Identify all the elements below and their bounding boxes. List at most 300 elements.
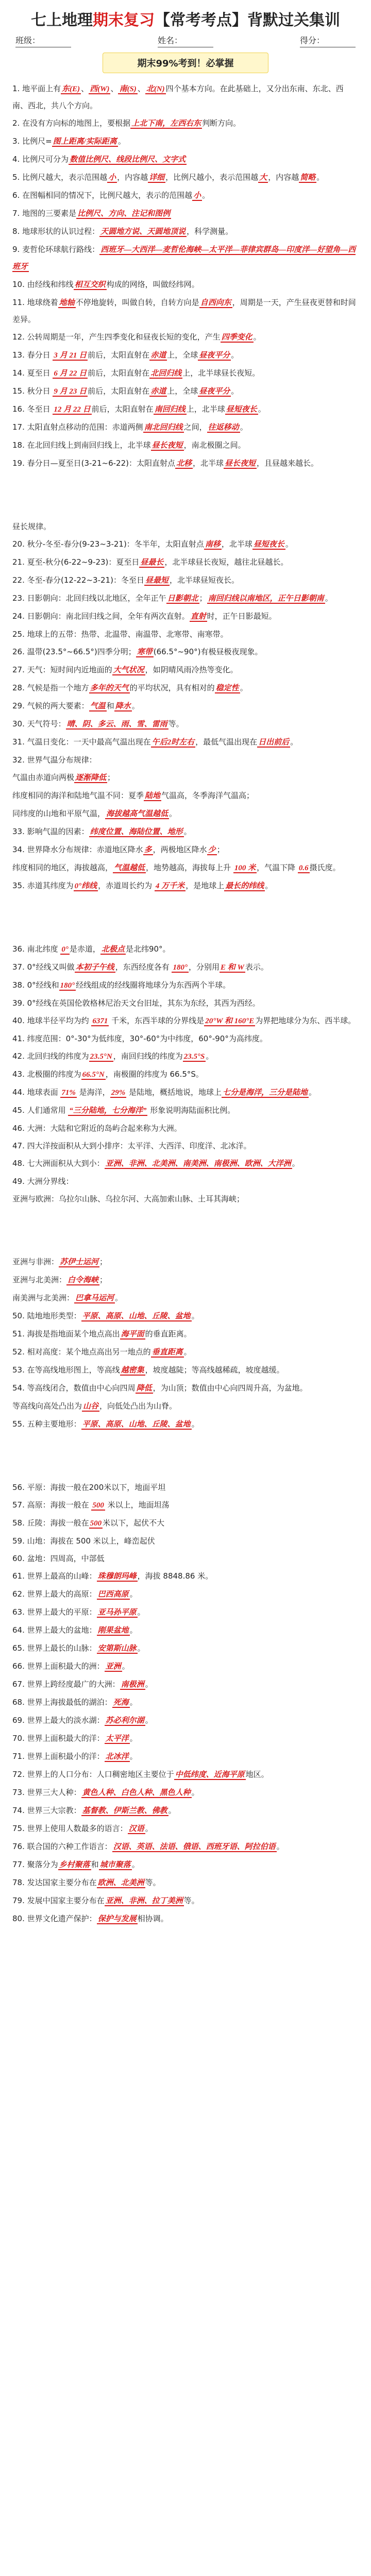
question-text: 0°经线在英国伦敦格林尼治天文台旧址，其东为东经，其西为西经。 <box>27 998 260 1008</box>
question-text: 纬度相同的海洋和陆地气温不同：夏季 <box>12 791 144 800</box>
question-text: 。 <box>145 1716 153 1725</box>
answer-text: 纬度位置、海陆位置、地形 <box>90 828 183 836</box>
question-text: 等高线向高处凸出为 <box>12 1401 82 1411</box>
answer-text: 本初子午线 <box>75 963 114 972</box>
question-item <box>12 1173 359 1190</box>
question-text: 气温由赤道向两极 <box>12 773 75 782</box>
question-text: 千米，东西半球的分界线是 <box>109 1016 205 1025</box>
question-text: 。 <box>191 1311 199 1320</box>
question-number: 46. <box>12 1124 27 1133</box>
question-text: 摄氏度。 <box>309 863 341 872</box>
question-text: 赤道其纬度为 <box>27 881 74 890</box>
answer-text: 昼夜平分 <box>199 387 230 396</box>
student-info <box>15 34 356 47</box>
question-text: 联合国的六种工作语言： <box>27 1842 112 1851</box>
question-number: 16. <box>12 404 27 414</box>
question-text: 气温高，冬季海洋气温高； <box>161 791 255 800</box>
question-item <box>12 1380 359 1397</box>
answer-text: 小 <box>108 174 116 182</box>
question-text: 同纬度的山地和平原气温， <box>12 809 106 818</box>
question-number: 62. <box>12 1589 27 1599</box>
question-text: 天气：短时间内近地面的 <box>27 665 112 674</box>
answer-text: 地轴 <box>59 299 75 307</box>
question-text: 的垂直距离。 <box>145 1329 192 1338</box>
answer-text: 白令海峡 <box>68 1276 99 1284</box>
question-text: 世界上面积最大的洲： <box>27 1662 105 1671</box>
question-number: 69. <box>12 1716 27 1725</box>
question-text: ，周期是一天，产生昼夜更替和时间差异。 <box>12 298 356 324</box>
question-text: 地区。 <box>245 1770 269 1779</box>
question-item <box>12 1102 359 1119</box>
question-text: 上，全球 <box>167 386 198 396</box>
question-text: 世界气温分布规律： <box>27 755 97 765</box>
question-item <box>12 1622 359 1639</box>
question-text: ，分别用 <box>188 962 220 972</box>
question-item <box>12 1766 359 1783</box>
answer-text: 23.5°N <box>90 1053 112 1061</box>
question-text: 。 <box>122 1662 130 1671</box>
answer-text: 基督教、伊斯兰教、佛教 <box>82 1807 167 1815</box>
question-number: 52. <box>12 1347 27 1357</box>
question-text: ，北半球昼短夜长。 <box>169 575 239 585</box>
answer-text: 平原、高原、山地、丘陵、盆地 <box>82 1312 191 1320</box>
question-number: 72. <box>12 1770 27 1779</box>
question-text: 。 <box>137 1643 145 1653</box>
question-text: 陆地地形类型： <box>27 1311 81 1320</box>
question-number: 43. <box>12 1070 27 1079</box>
question-number: 47. <box>12 1141 27 1150</box>
question-text: 。 <box>183 1347 192 1357</box>
question-number: 22. <box>12 575 27 585</box>
question-text: 五种主要地形： <box>27 1419 81 1429</box>
question-text: 北极圈的纬度为 <box>27 1070 81 1079</box>
name-label: 姓名： <box>158 34 213 47</box>
question-text: 等。 <box>145 1878 161 1887</box>
question-text: 气候的两大要素： <box>27 701 89 710</box>
answer-text: 直射 <box>190 613 206 621</box>
question-text: 上，全球 <box>167 350 198 360</box>
question-item <box>12 1748 359 1765</box>
question-number: 75. <box>12 1824 27 1833</box>
question-number: 51. <box>12 1329 27 1338</box>
question-number: 36. <box>12 944 27 954</box>
question-text: 地平面上有 <box>22 84 61 93</box>
question-text: 聚落分为 <box>27 1860 58 1869</box>
question-text: 。 <box>240 422 248 432</box>
question-text: 。 <box>231 350 239 360</box>
question-text: ，内容越 <box>268 173 299 182</box>
question-item <box>12 329 359 346</box>
answer-text: 北移 <box>176 460 192 468</box>
question-text: 。 <box>206 1052 214 1061</box>
question-text: 。 <box>316 173 325 182</box>
question-item <box>12 205 359 222</box>
question-text: (66.5°~90°)有极昼极夜现象。 <box>153 647 263 656</box>
answer-text: 四季变化 <box>221 333 252 342</box>
question-text: 南美洲与北美洲： <box>12 1293 75 1302</box>
question-text: 。 <box>129 1752 138 1761</box>
question-item <box>12 1191 359 1207</box>
question-item <box>12 383 359 400</box>
answer-text: 多 <box>144 846 152 854</box>
question-item <box>12 1802 359 1819</box>
question-text: ，北半球昼长夜短，越往北昼越长。 <box>164 557 289 567</box>
question-item <box>12 347 359 364</box>
answer-text: 海平面 <box>121 1330 144 1338</box>
question-text: 比例尺可分为 <box>22 155 69 164</box>
question-number: 10. <box>12 280 27 289</box>
answer-text: 昼长夜短 <box>225 460 256 468</box>
question-text: 温带(23.5°~66.5°)四季分明； <box>27 647 136 656</box>
question-item <box>12 1550 359 1567</box>
question-text: 。 <box>325 594 333 603</box>
question-item <box>12 995 359 1011</box>
question-text: 冬至-春分(12-22~3-21)：冬至日 <box>27 575 144 585</box>
question-number: 2. <box>12 118 23 128</box>
answer-text: 稳定性 <box>215 684 239 692</box>
question-text: 冬至日 <box>27 404 53 414</box>
question-text: ，南回归线的纬度为 <box>113 1052 183 1061</box>
question-item <box>12 1155 359 1172</box>
section-gap <box>12 473 359 518</box>
question-number: 32. <box>12 755 27 765</box>
question-text: 亚洲与非洲： <box>12 1257 59 1266</box>
question-item <box>12 276 359 293</box>
question-text: 世界上跨经度最广的大洲： <box>27 1680 120 1689</box>
answer-text: 安第斯山脉 <box>97 1645 137 1653</box>
question-text: 等高线闭合，数值由中心向四周 <box>27 1383 136 1393</box>
answer-text: 昼最短 <box>145 577 168 585</box>
question-number: 23. <box>12 594 27 603</box>
question-text: 。 <box>253 332 261 342</box>
question-item <box>12 151 359 168</box>
question-text: 相对高度：某个地点高出另一地点的 <box>27 1347 151 1357</box>
question-text: 地图的三要素是 <box>22 209 77 218</box>
question-item <box>12 805 359 822</box>
question-text: 丘陵：海拔一般在 <box>27 1518 89 1528</box>
answer-text: 大气状况 <box>113 666 144 674</box>
answer-text: 0° <box>61 945 69 954</box>
question-text: 时，正午日影最短。 <box>207 612 277 621</box>
question-item <box>12 365 359 382</box>
section-gap <box>12 1208 359 1253</box>
question-item <box>12 169 359 186</box>
answer-text: 简略 <box>300 174 316 182</box>
answer-text: 详细 <box>149 174 165 182</box>
question-text: 人们通常用 <box>27 1106 69 1115</box>
question-text: ，北半球 <box>221 539 252 549</box>
question-text: 是北纬90°。 <box>125 944 171 954</box>
answer-text: E 和 W <box>220 963 244 972</box>
question-item <box>12 1730 359 1747</box>
question-text: 地球形状的认识过程： <box>22 227 100 236</box>
question-item <box>12 941 359 958</box>
answer-text: 黄色人种、白色人种、黑色人种 <box>82 1789 191 1797</box>
question-text: 0°经线和 <box>27 980 59 990</box>
answer-text: 6 月 22 日 <box>54 369 87 378</box>
question-number: 25. <box>12 630 27 639</box>
answer-text: 刚果盆地 <box>97 1626 129 1635</box>
question-text: 是海洋， <box>76 1088 110 1097</box>
question-item <box>12 1604 359 1621</box>
question-number: 73. <box>12 1788 27 1797</box>
answer-text: 乡村聚落 <box>59 1861 90 1869</box>
question-text: 大洲：大陆和它附近的岛屿合起来称为大洲。 <box>27 1124 182 1133</box>
question-number: 57. <box>12 1500 27 1510</box>
answer-text: 日影朝北 <box>167 595 198 603</box>
question-number: 13. <box>12 350 27 360</box>
question-item <box>12 590 359 607</box>
question-number: 5. <box>12 173 23 182</box>
question-text: 四个基本方向。在此基础上，又分出东南、东北、西南、西北，共八个方向。 <box>12 84 344 110</box>
answer-text: 小 <box>193 192 201 200</box>
question-item <box>12 133 359 150</box>
question-text: 亚洲与北美洲： <box>12 1275 67 1284</box>
question-item <box>12 1138 359 1154</box>
question-text: 米以上，地面坦荡 <box>105 1500 170 1510</box>
answer-text: 亚洲、非洲、北美洲、南美洲、南极洲、欧洲、大洋洲 <box>105 1160 291 1168</box>
question-item <box>12 769 359 786</box>
question-number: 54. <box>12 1383 27 1393</box>
question-text: 夏至日 <box>27 368 53 378</box>
question-number: 21. <box>12 557 27 567</box>
question-text: 。 <box>276 1842 284 1851</box>
question-number: 8. <box>12 227 23 236</box>
question-item <box>12 1398 359 1415</box>
question-item <box>12 1272 359 1289</box>
question-number: 79. <box>12 1896 27 1905</box>
answer-text: 苏伊士运河 <box>60 1258 99 1266</box>
answer-text: 越密集 <box>121 1366 144 1375</box>
answer-text: 昼长夜短 <box>151 442 183 450</box>
title-prefix: 七上地理 <box>31 11 93 29</box>
answer-text: 相互交织 <box>74 281 106 289</box>
question-number: 15. <box>12 386 27 396</box>
question-item <box>12 294 359 328</box>
question-number: 20. <box>12 539 27 549</box>
question-text: 相协调。 <box>137 1914 168 1923</box>
question-item <box>12 1120 359 1137</box>
answer-text: 气温 <box>90 702 106 710</box>
question-text: 。 <box>240 683 248 692</box>
question-text: 。 <box>191 1419 199 1429</box>
question-text: 不停地旋转，叫做自转，自转方向是 <box>75 298 199 307</box>
answer-text: 少 <box>208 846 216 854</box>
question-number: 27. <box>12 665 27 674</box>
question-item <box>12 1030 359 1047</box>
class-label: 班级： <box>15 34 71 47</box>
answer-text: 陆地 <box>145 792 161 800</box>
answer-text: 苏必利尔湖 <box>105 1717 144 1725</box>
question-number: 74. <box>12 1806 27 1815</box>
question-item <box>12 1253 359 1270</box>
question-text: 。 <box>202 191 210 200</box>
answer-text: 3 月 21 日 <box>54 351 87 360</box>
question-text: ，向低处凸出为山脊。 <box>99 1401 177 1411</box>
question-text: 发展中国家主要分布在 <box>27 1896 105 1905</box>
question-text: 地球半径平均为约 <box>27 1016 92 1025</box>
question-item <box>12 1694 359 1711</box>
question-text: 秋分日 <box>27 386 53 396</box>
question-item <box>12 1515 359 1532</box>
question-text: ，两极地区降水 <box>153 845 207 854</box>
question-text: 前后，太阳直射在 <box>91 404 154 414</box>
answer-text: 0°纬线 <box>74 882 97 890</box>
answer-text: 100 米 <box>234 864 256 872</box>
question-text: ； <box>107 773 115 782</box>
question-item <box>12 1497 359 1514</box>
question-item <box>12 241 359 275</box>
question-item <box>12 1290 359 1307</box>
score-label: 得分： <box>300 34 356 47</box>
question-item <box>12 1308 359 1325</box>
question-item <box>12 1820 359 1837</box>
question-text: ，且昼越来越长。 <box>257 459 319 468</box>
question-number: 28. <box>12 683 27 692</box>
question-number: 35. <box>12 881 27 890</box>
question-text: 昼长规律。 <box>12 522 52 531</box>
question-text: 、 <box>137 84 145 93</box>
title-highlight: 期末复习 <box>93 11 155 29</box>
question-number: 34. <box>12 845 27 854</box>
question-text: 世界三大宗教： <box>27 1806 81 1815</box>
question-number: 61. <box>12 1571 27 1581</box>
question-text: 地球上的五带：热带、北温带、南温带、北寒带、南寒带。 <box>27 630 228 639</box>
question-item <box>12 752 359 768</box>
question-text: 世界上最大的盆地： <box>27 1625 97 1635</box>
question-number: 53. <box>12 1365 27 1375</box>
question-number: 39. <box>12 998 27 1008</box>
answer-text: 29% <box>111 1089 126 1097</box>
question-number: 48. <box>12 1159 27 1168</box>
question-text: 盆地：四周高，中部低 <box>27 1554 105 1563</box>
answer-text: 12 月 22 日 <box>54 405 91 414</box>
question-text: 世界上海拔最低的湖泊： <box>27 1698 112 1707</box>
question-item <box>12 1568 359 1585</box>
question-item <box>12 1658 359 1675</box>
question-text: ； <box>199 594 207 603</box>
question-text: 七大洲面积从大到小： <box>27 1159 105 1168</box>
answer-text: 七分是海洋，三分是陆地 <box>222 1089 308 1097</box>
question-text: 上，北半球昼长夜短。 <box>182 368 260 378</box>
question-text: 春分日—夏至日(3-21~6-22)：太阳直射点 <box>27 459 175 468</box>
answer-text: 500 <box>90 1519 102 1528</box>
question-text: 。 <box>169 809 177 818</box>
question-item <box>12 80 359 114</box>
question-number: 56. <box>12 1483 27 1492</box>
answer-text: 珠穆朗玛峰 <box>97 1572 137 1581</box>
question-number: 12. <box>12 332 27 342</box>
answer-text: 巴拿马运河 <box>75 1294 114 1302</box>
question-text: ，为山顶；数值由中心向四周升高，为盆地。 <box>153 1383 308 1393</box>
question-number: 31. <box>12 737 27 747</box>
question-number: 9. <box>12 245 23 254</box>
question-item <box>12 1416 359 1433</box>
question-item <box>12 1084 359 1101</box>
answer-text: 昼短夜长 <box>253 540 284 549</box>
question-text: 上，北半球 <box>186 404 225 414</box>
question-item <box>12 643 359 660</box>
question-number: 1. <box>12 84 23 93</box>
question-number: 59. <box>12 1536 27 1546</box>
answer-text: 0.6 <box>298 864 309 872</box>
question-text: 公转周期是一年，产生四季变化和昼夜长短的变化，产生 <box>27 332 221 342</box>
answer-text: 66.5°N <box>82 1071 105 1079</box>
answer-text: 180° <box>60 981 75 990</box>
question-number: 45. <box>12 1106 27 1115</box>
question-number: 17. <box>12 422 27 432</box>
question-text: 表示。 <box>245 962 268 972</box>
question-text: 是陆地，概括地说，地球上 <box>126 1088 222 1097</box>
answer-text: 晴、阴、多云、雨、雪、雷雨 <box>66 720 167 728</box>
answer-text: 数值比例尺、线段比例尺、文字式 <box>70 156 186 164</box>
question-text: 由经线和纬线 <box>27 280 74 289</box>
section-gap <box>12 1434 359 1479</box>
question-number: 63. <box>12 1607 27 1617</box>
answer-text: 往返移动 <box>208 423 239 432</box>
answer-text: 昼最长 <box>140 558 164 567</box>
answer-text: 北(N) <box>146 85 165 93</box>
question-text: ，如阴晴风雨冷热等变化。 <box>145 665 238 674</box>
answer-text: 欧洲、北美洲 <box>97 1879 144 1887</box>
question-text: 前后，太阳直射在 <box>88 350 150 360</box>
question-item <box>12 1910 359 1927</box>
answer-text: 多年的天气 <box>90 684 129 692</box>
question-text: 。 <box>168 1806 176 1815</box>
question-text: 天气符号： <box>27 719 66 728</box>
question-number: 78. <box>12 1878 27 1887</box>
answer-text: 北冰洋 <box>105 1753 129 1761</box>
question-number: 50. <box>12 1311 27 1320</box>
question-number: 42. <box>12 1052 27 1061</box>
question-text: 。 <box>131 1860 140 1869</box>
question-text: 。 <box>231 386 239 396</box>
question-number: 70. <box>12 1734 27 1743</box>
question-number: 80. <box>12 1914 27 1923</box>
question-item <box>12 419 359 436</box>
question-item <box>12 1892 359 1909</box>
question-number: 58. <box>12 1518 27 1528</box>
answer-text: 西班牙—大西洋—麦哲伦海峡—太平洋—菲律宾群岛—印度洋—好望角—西班牙 <box>12 246 356 271</box>
question-text: ，南北极圈之间。 <box>183 440 246 450</box>
question-text: 四大洋按面积从大到小排序：太平洋、大西洋、印度洋、北冰洋。 <box>27 1141 251 1150</box>
answer-text: 南北回归线 <box>144 423 183 432</box>
question-text: 。 <box>129 1734 138 1743</box>
question-text: 麦哲伦环球航行路线： <box>22 245 100 254</box>
question-text: 。 <box>129 1698 138 1707</box>
question-text: 、 <box>110 84 119 93</box>
question-text: 。 <box>117 137 126 146</box>
question-item <box>12 787 359 804</box>
answer-text: 垂直距离 <box>151 1348 183 1357</box>
answer-text: 500 <box>92 1501 104 1510</box>
question-text: 。 <box>145 1680 153 1689</box>
answer-text: 西(W) <box>90 85 110 93</box>
answer-text: 保护与发展 <box>97 1915 137 1923</box>
question-text: 。 <box>265 881 273 890</box>
question-list <box>12 80 359 1927</box>
page-title <box>12 7 359 30</box>
answer-text: 海拔越高气温越低 <box>106 810 168 818</box>
answer-text: “三分陆地，七分海洋” <box>69 1107 147 1115</box>
answer-text: 6371 <box>92 1017 108 1025</box>
question-text: 。 <box>137 1607 145 1617</box>
question-text: 山地：海拔在 500 米以上，峰峦起伏 <box>27 1536 155 1546</box>
question-item <box>12 437 359 454</box>
question-text: ，南极圈的纬度为 66.5°S。 <box>105 1070 204 1079</box>
question-item <box>12 1048 359 1065</box>
question-text: 地球绕着 <box>27 298 58 307</box>
